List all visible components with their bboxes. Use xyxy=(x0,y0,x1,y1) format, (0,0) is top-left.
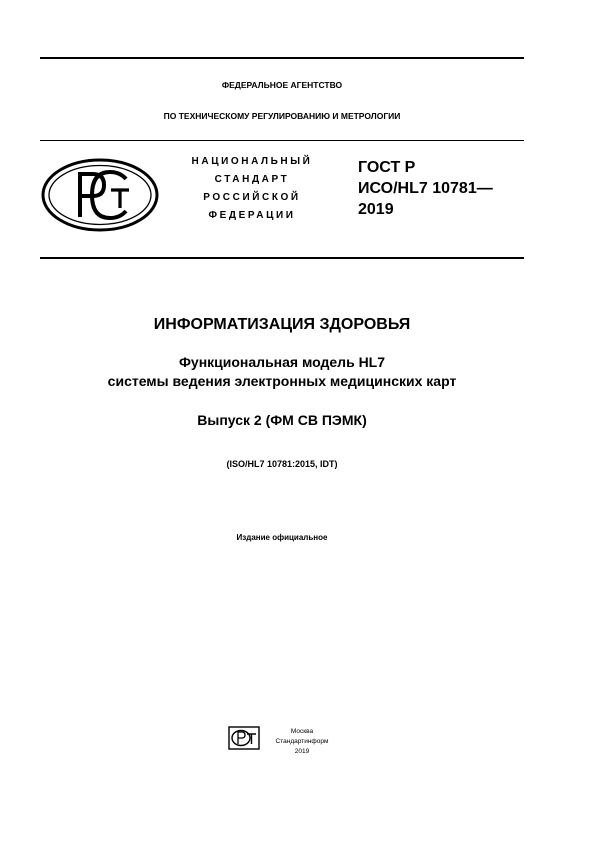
publisher-city: Москва xyxy=(290,728,314,735)
top-rule xyxy=(40,57,524,59)
equivalence-label: (ISO/HL7 10781:2015, IDT) xyxy=(226,459,338,469)
agency-line-2: ПО ТЕХНИЧЕСКОМУ РЕГУЛИРОВАНИЮ И МЕТРОЛОГИИ xyxy=(163,111,401,121)
gost-line-1: ГОСТ Р xyxy=(358,159,416,176)
gost-designation xyxy=(358,157,493,220)
subtitle-line-2: системы ведения электронных медицинских карт xyxy=(107,373,457,389)
agency-line-1: ФЕДЕРАЛЬНОЕ АГЕНТСТВО xyxy=(221,80,343,90)
publisher-name: Стандартинформ xyxy=(275,738,329,745)
gost-line-3: 2019 xyxy=(358,201,394,218)
header-rule xyxy=(40,140,524,141)
national-standard-line-4: ФЕДЕРАЦИИ xyxy=(208,210,296,221)
national-standard-line-2: СТАНДАРТ xyxy=(214,174,290,185)
subtitle-line-1: Функциональная модель HL7 xyxy=(178,354,386,370)
publisher-year: 2019 xyxy=(294,748,310,755)
main-title: ИНФОРМАТИЗАЦИЯ ЗДОРОВЬЯ xyxy=(153,316,411,333)
rst-logo-icon xyxy=(40,157,160,233)
standartinform-logo-icon xyxy=(228,726,260,750)
gost-line-2: ИСО/HL7 10781— xyxy=(358,180,493,197)
national-standard-line-3: РОССИЙСКОЙ xyxy=(203,192,301,203)
issue-title: Выпуск 2 (ФМ СВ ПЭМК) xyxy=(197,412,367,428)
edition-label: Издание официальное xyxy=(236,533,328,542)
national-standard-line-1: НАЦИОНАЛЬНЫЙ xyxy=(191,156,313,167)
header-bottom-rule xyxy=(40,257,524,259)
